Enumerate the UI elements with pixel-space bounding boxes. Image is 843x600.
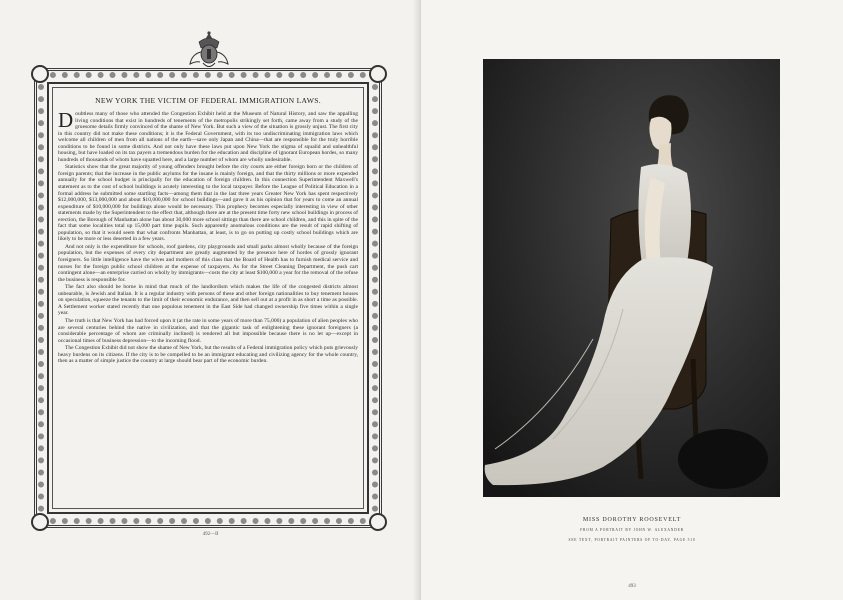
article-paragraph: Statistics show that the great majority of young offenders brought before the city courts are either foreign born or the children of foreign parents; that the increase in the public asylums for the insane is mainly foreign, and that the thirty millions or more expended annually for the school budget is principally for the education of foreign children. In this connection Superintendent Maxwell's statement as to the cost of school buildings is acutely interesting to the local taxpayer. Before the League of Political Education in a formal address he submitted some startling facts—among them that in the last three years Greater New York has spent respectively $12,000,000, $13,000,000 and about $10,000,000 for school buildings—and gave it as his opinion that for years to come an annual expenditure of $10,000,000 for buildings alone would be necessary. This prophecy becomes especially interesting in view of other statements made by the Superintendent to the effect that, although there are at the present time forty new school buildings in process of erection, the Borough of Manhattan alone has about 30,000 more school sittings than there are school children, and this in spite of the fact that some localities total up 15,000 part time pupils. Such apparently anomalous conditions are the result of rapid shifting of population, so that it would seem that what confronts Manhattan, at least, is to go on putting up costly school buildings which are likely to be more or less deserted in a few years. xyxy=(58,164,358,243)
portrait-painting-icon xyxy=(483,59,780,497)
portrait-caption-subtitle: FROM A PORTRAIT BY JOHN W. ALEXANDER xyxy=(580,528,684,532)
article-paragraph-text: oubtless many of those who attended the Congestion Exhibit held at the Museum of Natural History, and saw the appalling living conditions that exist in hundreds of tenements of the metropolis strikingly set forth, came away from a study of the gruesome details firmly convinced of the shame of New York. But such a view of the situation is grossly unjust. The first city in this country did not make these conditions; it is the Federal Government, with its too undiscriminating immigration laws which welcome all children of men from all nations of the earth—save only Japan and China—that are responsible for the truly horrible conditions to be found in some districts. And not only have these laws put upon New York the stigma of squalid and unhealthful housing, but have loaded on its tax payers a tremendous burden for the education and discipline of ignorant European hordes, so many hundreds of thousands of whom have squatted here, and a large number of whom are wholly undesirable. xyxy=(58,111,358,163)
frame-corner-ornament xyxy=(31,65,49,83)
page-number-right: 493 xyxy=(628,584,636,589)
article-paragraph: The fact also should be borne in mind that much of the landlordism which makes the life of the congested districts almost unbearable, is Jewish and Italian. It is a regular industry with persons of these and other foreign nationalities to buy tenement houses on speculation, squeeze the tenants to the limit of their economic endurance, and then sell out at a profit in as short a time as possible. A Settlement worker stated recently that one populous tenement in the East Side had changed ownership five times within a single year. xyxy=(58,284,358,317)
page-number-left: 492—II xyxy=(202,532,219,537)
article-body xyxy=(58,96,358,500)
article-paragraph: And not only is the expenditure for schools, roof gardens, city playgrounds and small parks almost wholly because of the foreign population, but the expenses of every city department are greatly augmented by the presence here of hordes of grossly ignorant foreigners. So little intelligence have the wives and mothers of this class that the Board of Health has to furnish medical service and nurses for the foreign public school children at the expense of taxpayers. As for the Street Cleaning Department, the push cart contingent alone—an enterprise carried on wholly by immigrants—costs the city at least $100,000 a year for the removal of the refuse the business is responsible for. xyxy=(58,243,358,283)
article-paragraph: The Congestion Exhibit did not show the shame of New York, but the results of a Federal immigration policy which puts grievously heavy burdens on its citizens. If the city is to be compelled to be an immigrant educating and civilizing agency for the whole country, then as a matter of simple justice the country at large should bear part of the economic burden. xyxy=(58,345,358,365)
article-headline: NEW YORK THE VICTIM OF FEDERAL IMMIGRATION LAWS. xyxy=(95,96,321,105)
portrait-caption-title: MISS DOROTHY ROOSEVELT xyxy=(582,517,682,523)
article-paragraph: The truth is that New York has had forced upon it (at the rate in some years of more than 75,000) a population of alien peoples who are several centuries behind the native in civilization, and that the gigantic task of enlightening these ignorant foreigners (a considerable percentage of whom are criminally inclined) is rendered all but impossible because there is no let up—except in occasional times of business depression—to the incoming flood. xyxy=(58,317,358,344)
frame-corner-ornament xyxy=(369,513,387,531)
drop-cap: D xyxy=(58,108,74,132)
portrait-caption-reference: SEE TEXT, PORTRAIT PAINTERS OF TO-DAY, PAGE 510 xyxy=(568,538,696,542)
crest-icon xyxy=(188,30,230,72)
frame-corner-ornament xyxy=(31,513,49,531)
article-paragraph xyxy=(58,108,358,163)
frame-corner-ornament xyxy=(369,65,387,83)
